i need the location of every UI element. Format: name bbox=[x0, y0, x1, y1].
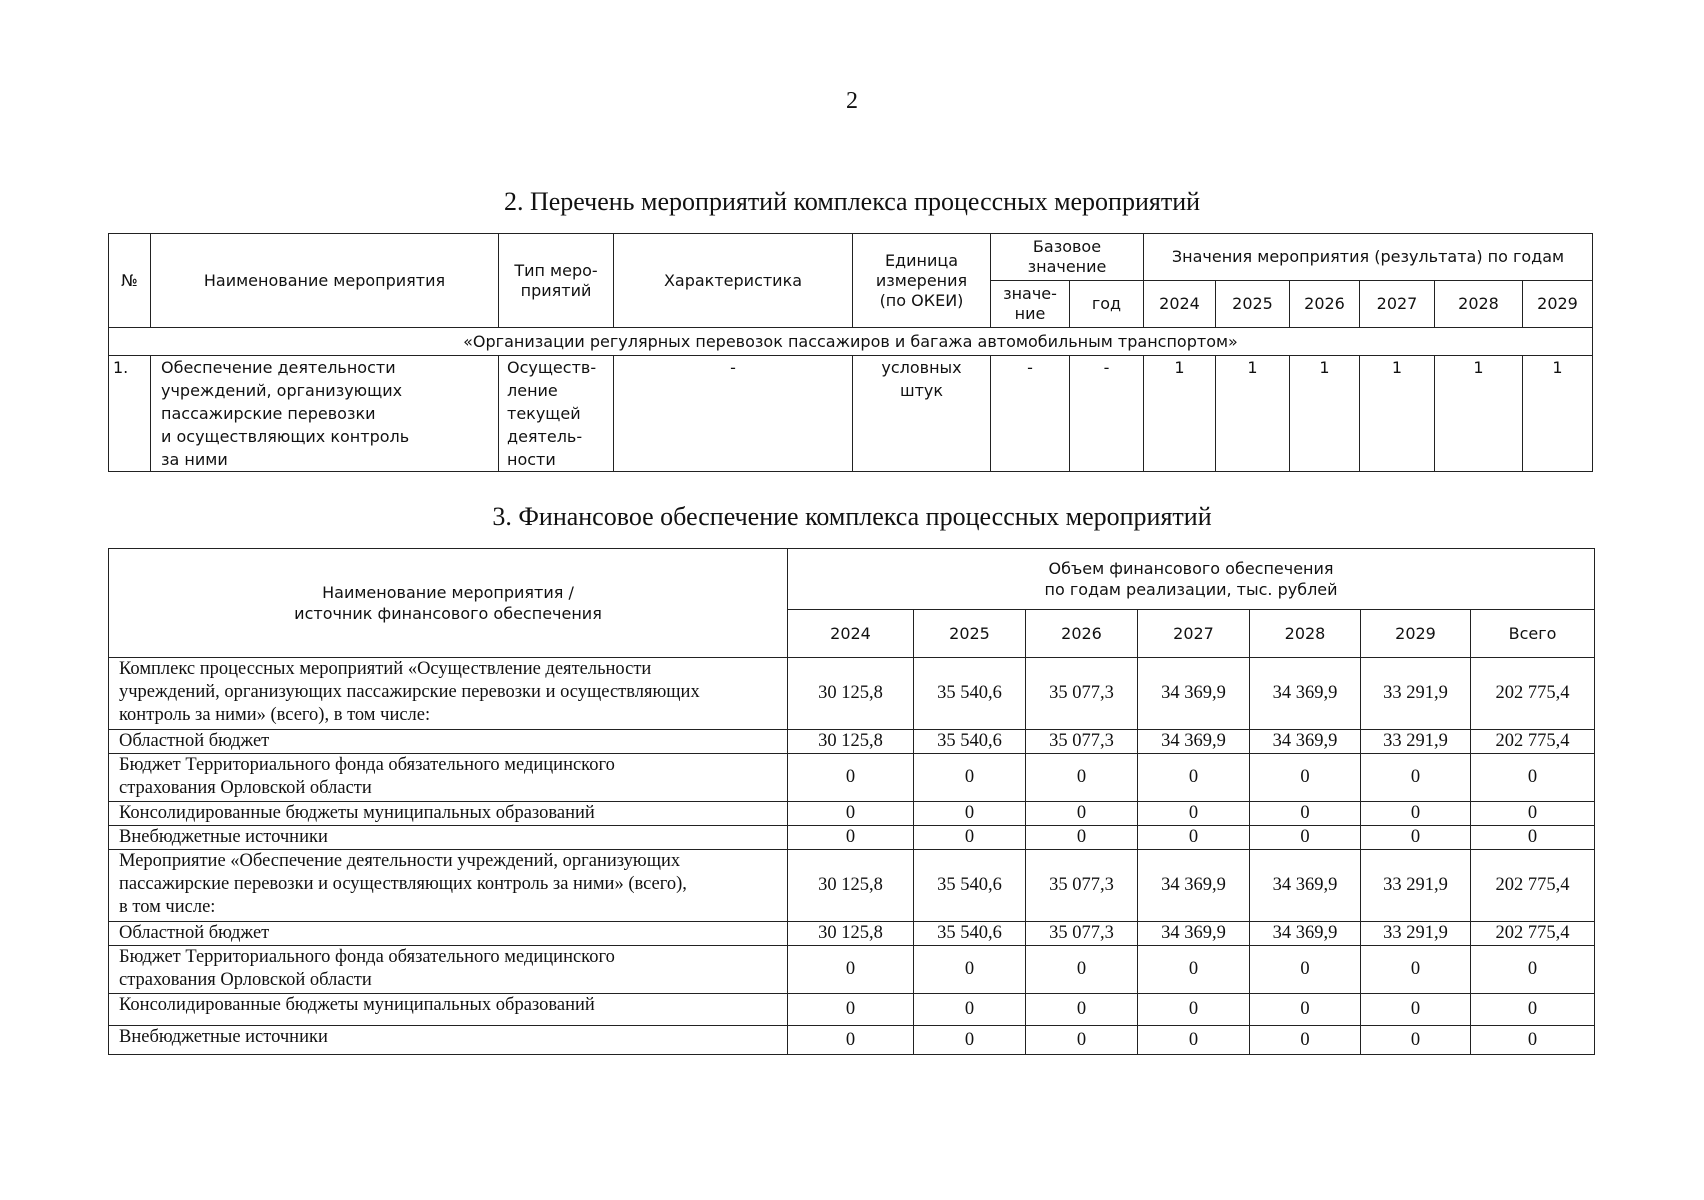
row-total: 202 775,4 bbox=[1471, 922, 1595, 946]
header-total: Всего bbox=[1471, 610, 1595, 658]
page-number: 2 bbox=[846, 88, 858, 114]
row-value: 0 bbox=[1250, 826, 1361, 850]
row-value: 0 bbox=[914, 754, 1026, 802]
row-name: Обеспечение деятельности учреждений, организующих пассажирские перевозки и осуществляющих контроль за ними bbox=[151, 356, 499, 472]
row-value: 1 bbox=[1290, 356, 1360, 472]
header-year: 2029 bbox=[1361, 610, 1471, 658]
row-no: 1. bbox=[109, 356, 151, 472]
row-value: 0 bbox=[914, 946, 1026, 994]
row-value: 0 bbox=[1250, 946, 1361, 994]
row-total: 0 bbox=[1471, 946, 1595, 994]
row-name: Бюджет Территориального фонда обязательного медицинского страхования Орловской области bbox=[109, 754, 788, 802]
header-year: 2026 bbox=[1290, 281, 1360, 328]
row-value: 34 369,9 bbox=[1250, 922, 1361, 946]
table-row bbox=[109, 850, 1595, 922]
row-name: Бюджет Территориального фонда обязательного медицинского страхования Орловской области bbox=[109, 946, 788, 994]
financing-table bbox=[108, 548, 1595, 1055]
row-total: 0 bbox=[1471, 994, 1595, 1026]
row-total: 202 775,4 bbox=[1471, 730, 1595, 754]
header-name: Наименование мероприятия bbox=[151, 234, 499, 328]
row-total: 202 775,4 bbox=[1471, 850, 1595, 922]
row-value: 30 125,8 bbox=[788, 922, 914, 946]
header-values-by-year: Значения мероприятия (результата) по годам bbox=[1144, 234, 1593, 281]
row-value: 0 bbox=[914, 1026, 1026, 1055]
header-year: 2025 bbox=[1216, 281, 1290, 328]
row-value: 0 bbox=[1361, 826, 1471, 850]
row-value: 1 bbox=[1144, 356, 1216, 472]
row-value: 33 291,9 bbox=[1361, 922, 1471, 946]
row-value: 35 077,3 bbox=[1026, 658, 1138, 730]
row-value: 34 369,9 bbox=[1250, 730, 1361, 754]
table-row bbox=[109, 922, 1595, 946]
header-year: 2027 bbox=[1360, 281, 1435, 328]
header-type: Тип меро- приятий bbox=[499, 234, 614, 328]
row-base-value: - bbox=[991, 356, 1070, 472]
row-value: 0 bbox=[914, 994, 1026, 1026]
row-value: 0 bbox=[1026, 754, 1138, 802]
row-unit: условных штук bbox=[853, 356, 991, 472]
section-3-title: 3. Финансовое обеспечение комплекса процессных мероприятий bbox=[492, 502, 1212, 531]
header-unit: Единица измерения (по ОКЕИ) bbox=[853, 234, 991, 328]
row-value: 0 bbox=[914, 826, 1026, 850]
header-year: 2024 bbox=[1144, 281, 1216, 328]
row-value: 0 bbox=[914, 802, 1026, 826]
row-value: 34 369,9 bbox=[1138, 922, 1250, 946]
row-value: 34 369,9 bbox=[1138, 730, 1250, 754]
row-name: Комплекс процессных мероприятий «Осуществление деятельности учреждений, организующих пассажирские перевозки и осуществляющих контроль за ними» (всего), в том числе: bbox=[109, 658, 788, 730]
row-name: Областной бюджет bbox=[109, 730, 788, 754]
row-value: 0 bbox=[788, 826, 914, 850]
header-year: 2026 bbox=[1026, 610, 1138, 658]
row-value: 0 bbox=[1026, 946, 1138, 994]
row-value: 1 bbox=[1435, 356, 1523, 472]
row-value: 35 540,6 bbox=[914, 730, 1026, 754]
header-year: 2028 bbox=[1250, 610, 1361, 658]
header-base-value: значе- ние bbox=[991, 281, 1070, 328]
row-value: 35 540,6 bbox=[914, 658, 1026, 730]
row-value: 0 bbox=[788, 754, 914, 802]
row-value: 33 291,9 bbox=[1361, 850, 1471, 922]
row-total: 0 bbox=[1471, 802, 1595, 826]
header-year: 2029 bbox=[1523, 281, 1593, 328]
row-value: 0 bbox=[1250, 802, 1361, 826]
row-base-year: - bbox=[1070, 356, 1144, 472]
row-value: 1 bbox=[1523, 356, 1593, 472]
header-year: 2027 bbox=[1138, 610, 1250, 658]
row-total: 0 bbox=[1471, 826, 1595, 850]
header-base-year: год bbox=[1070, 281, 1144, 328]
row-name: Консолидированные бюджеты муниципальных образований bbox=[109, 802, 788, 826]
header-characteristic: Характеристика bbox=[614, 234, 853, 328]
row-value: 0 bbox=[1250, 1026, 1361, 1055]
row-value: 0 bbox=[1138, 994, 1250, 1026]
table-row bbox=[109, 754, 1595, 802]
row-value: 34 369,9 bbox=[1250, 658, 1361, 730]
row-value: 0 bbox=[1026, 1026, 1138, 1055]
table-row bbox=[109, 826, 1595, 850]
row-value: 0 bbox=[1026, 826, 1138, 850]
row-value: 30 125,8 bbox=[788, 850, 914, 922]
row-value: 0 bbox=[1138, 946, 1250, 994]
table-row bbox=[109, 1026, 1595, 1055]
row-value: 0 bbox=[1026, 994, 1138, 1026]
row-characteristic: - bbox=[614, 356, 853, 472]
table-row bbox=[109, 658, 1595, 730]
row-name: Внебюджетные источники bbox=[109, 1026, 788, 1055]
header-name-source: Наименование мероприятия / источник финансового обеспечения bbox=[109, 549, 788, 658]
row-value: 0 bbox=[1138, 754, 1250, 802]
row-total: 0 bbox=[1471, 1026, 1595, 1055]
row-name: Областной бюджет bbox=[109, 922, 788, 946]
row-value: 34 369,9 bbox=[1250, 850, 1361, 922]
group-row: «Организации регулярных перевозок пассажиров и багажа автомобильным транспортом» bbox=[109, 328, 1593, 356]
header-volume: Объем финансового обеспечения по годам реализации, тыс. рублей bbox=[788, 549, 1595, 610]
row-value: 0 bbox=[1138, 826, 1250, 850]
row-value: 35 077,3 bbox=[1026, 850, 1138, 922]
row-value: 35 077,3 bbox=[1026, 730, 1138, 754]
row-value: 34 369,9 bbox=[1138, 658, 1250, 730]
row-value: 0 bbox=[1361, 994, 1471, 1026]
row-value: 0 bbox=[1250, 754, 1361, 802]
table-row bbox=[109, 946, 1595, 994]
row-value: 0 bbox=[1361, 1026, 1471, 1055]
row-value: 35 540,6 bbox=[914, 850, 1026, 922]
table-row bbox=[109, 802, 1595, 826]
table-row bbox=[109, 356, 1593, 472]
row-value: 0 bbox=[1026, 802, 1138, 826]
row-value: 1 bbox=[1216, 356, 1290, 472]
row-value: 0 bbox=[1361, 802, 1471, 826]
row-value: 0 bbox=[1250, 994, 1361, 1026]
table-row bbox=[109, 730, 1595, 754]
header-year: 2025 bbox=[914, 610, 1026, 658]
row-value: 1 bbox=[1360, 356, 1435, 472]
table-row bbox=[109, 994, 1595, 1026]
header-year: 2028 bbox=[1435, 281, 1523, 328]
row-value: 0 bbox=[1138, 1026, 1250, 1055]
row-name: Мероприятие «Обеспечение деятельности учреждений, организующих пассажирские перевозки и осуществляющих контроль за ними» (всего), в том числе: bbox=[109, 850, 788, 922]
section-2-title: 2. Перечень мероприятий комплекса процессных мероприятий bbox=[503, 187, 1201, 216]
row-value: 30 125,8 bbox=[788, 658, 914, 730]
row-type: Осуществ- ление текущей деятель- ности bbox=[499, 356, 614, 472]
row-value: 35 540,6 bbox=[914, 922, 1026, 946]
row-name: Внебюджетные источники bbox=[109, 826, 788, 850]
row-value: 0 bbox=[1361, 946, 1471, 994]
row-value: 30 125,8 bbox=[788, 730, 914, 754]
row-name: Консолидированные бюджеты муниципальных образований bbox=[109, 994, 788, 1026]
row-value: 33 291,9 bbox=[1361, 658, 1471, 730]
header-year: 2024 bbox=[788, 610, 914, 658]
row-value: 0 bbox=[1361, 754, 1471, 802]
row-value: 0 bbox=[788, 994, 914, 1026]
row-value: 33 291,9 bbox=[1361, 730, 1471, 754]
header-base: Базовое значение bbox=[991, 234, 1144, 281]
row-value: 0 bbox=[1138, 802, 1250, 826]
header-no: № bbox=[109, 234, 151, 328]
row-value: 0 bbox=[788, 802, 914, 826]
activities-table bbox=[108, 233, 1593, 472]
row-value: 34 369,9 bbox=[1138, 850, 1250, 922]
row-value: 35 077,3 bbox=[1026, 922, 1138, 946]
row-total: 0 bbox=[1471, 754, 1595, 802]
row-total: 202 775,4 bbox=[1471, 658, 1595, 730]
row-value: 0 bbox=[788, 946, 914, 994]
row-value: 0 bbox=[788, 1026, 914, 1055]
